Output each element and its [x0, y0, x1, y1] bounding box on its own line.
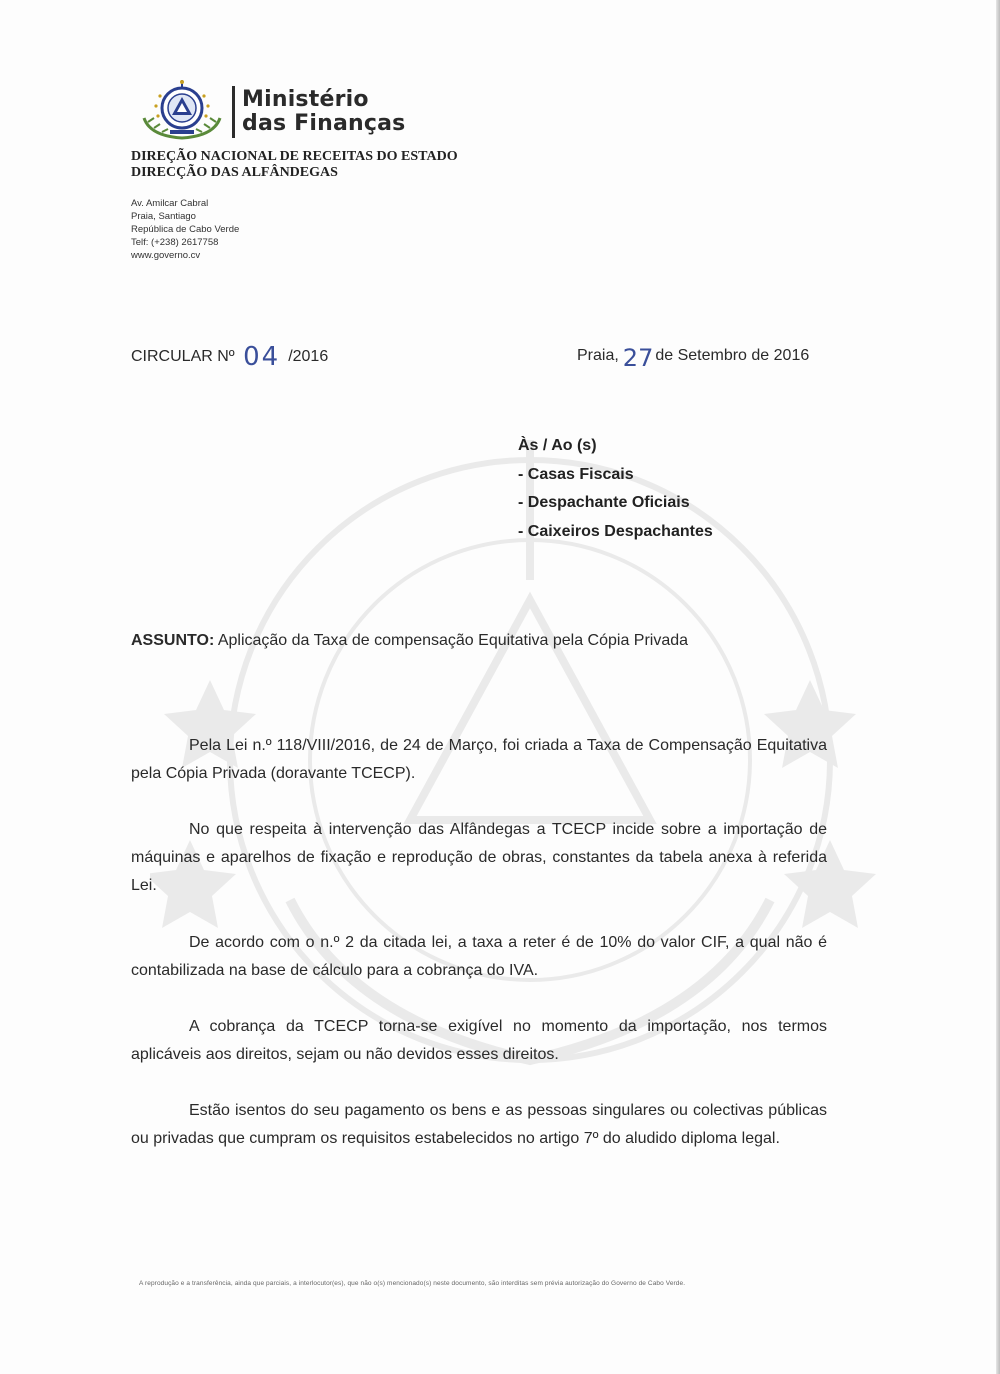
address-block [131, 197, 239, 262]
body-paragraph: Pela Lei n.º 118/VIII/2016, de 24 de Março, foi criada a Taxa de Compensação Equitativa pela Cópia Privada (doravante TCECP). [131, 737, 827, 782]
body-paragraph: De acordo com o n.º 2 da citada lei, a taxa a reter é de 10% do valor CIF, a qual não é contabilizada na base de cálculo para a cobrança do IVA. [131, 934, 827, 979]
circular-number-handwritten: 04 [243, 342, 281, 372]
date-prefix: Praia, [577, 347, 619, 364]
recipients-heading: Às / Ao (s) [518, 437, 597, 454]
recipients-block [518, 432, 713, 546]
address-line: República de Cabo Verde [131, 224, 240, 235]
subject-line [131, 632, 688, 650]
body-paragraph: No que respeita à intervenção das Alfândegas a TCECP incide sobre a importação de máquinas e aparelhos de fixação e reprodução de obras, constantes da tabela anexa à referida Lei. [131, 821, 827, 894]
address-line: Praia, Santiago [131, 211, 196, 222]
scan-edge [996, 0, 1000, 1374]
circular-reference [131, 338, 329, 372]
address-line: www.governo.cv [131, 250, 201, 261]
date-suffix: de Setembro de 2016 [655, 347, 810, 364]
recipient-item: - Despachante Oficiais [518, 494, 690, 511]
date-day-handwritten: 27 [622, 344, 654, 372]
ministry-line-2: das Finanças [242, 111, 406, 136]
circular-suffix: /2016 [288, 348, 329, 365]
recipient-item: - Casas Fiscais [518, 465, 634, 483]
ministry-logotype [242, 88, 405, 136]
ministry-line-1: Ministério [242, 87, 369, 112]
body-paragraph: Estão isentos do seu pagamento os bens e as pessoas singulares ou colectivas públicas ou privadas que cumpram os requisitos estabelecidos no artigo 7º do aludido diploma legal. [131, 1102, 827, 1147]
address-line: Av. Amilcar Cabral [131, 198, 209, 209]
footer-disclaimer: A reprodução e a transferência, ainda que parciais, a interlocutor(es), que não o(s) mencionado(s) neste documento, são interditas sem prévia autorização do Governo de Cabo Verde. [139, 1280, 686, 1287]
logo-divider [232, 86, 235, 138]
document-date [577, 338, 810, 372]
coat-of-arms-icon [136, 78, 228, 142]
recipient-item: - Caixeiros Despachantes [518, 522, 713, 540]
department-line-1: DIREÇÃO NACIONAL DE RECEITAS DO ESTADO [131, 149, 458, 164]
body-paragraph: A cobrança da TCECP torna-se exigível no momento da importação, nos termos aplicáveis aos direitos, sejam ou não devidos esses direitos. [131, 1018, 827, 1063]
subject-label: ASSUNTO: [131, 632, 215, 649]
department-line-2: DIRECÇÃO DAS ALFÂNDEGAS [131, 165, 338, 180]
circular-prefix: CIRCULAR Nº [131, 348, 235, 365]
subject-text: Aplicação da Taxa de compensação Equitativa pela Cópia Privada [217, 632, 689, 649]
address-line: Telf: (+238) 2617758 [131, 237, 219, 248]
